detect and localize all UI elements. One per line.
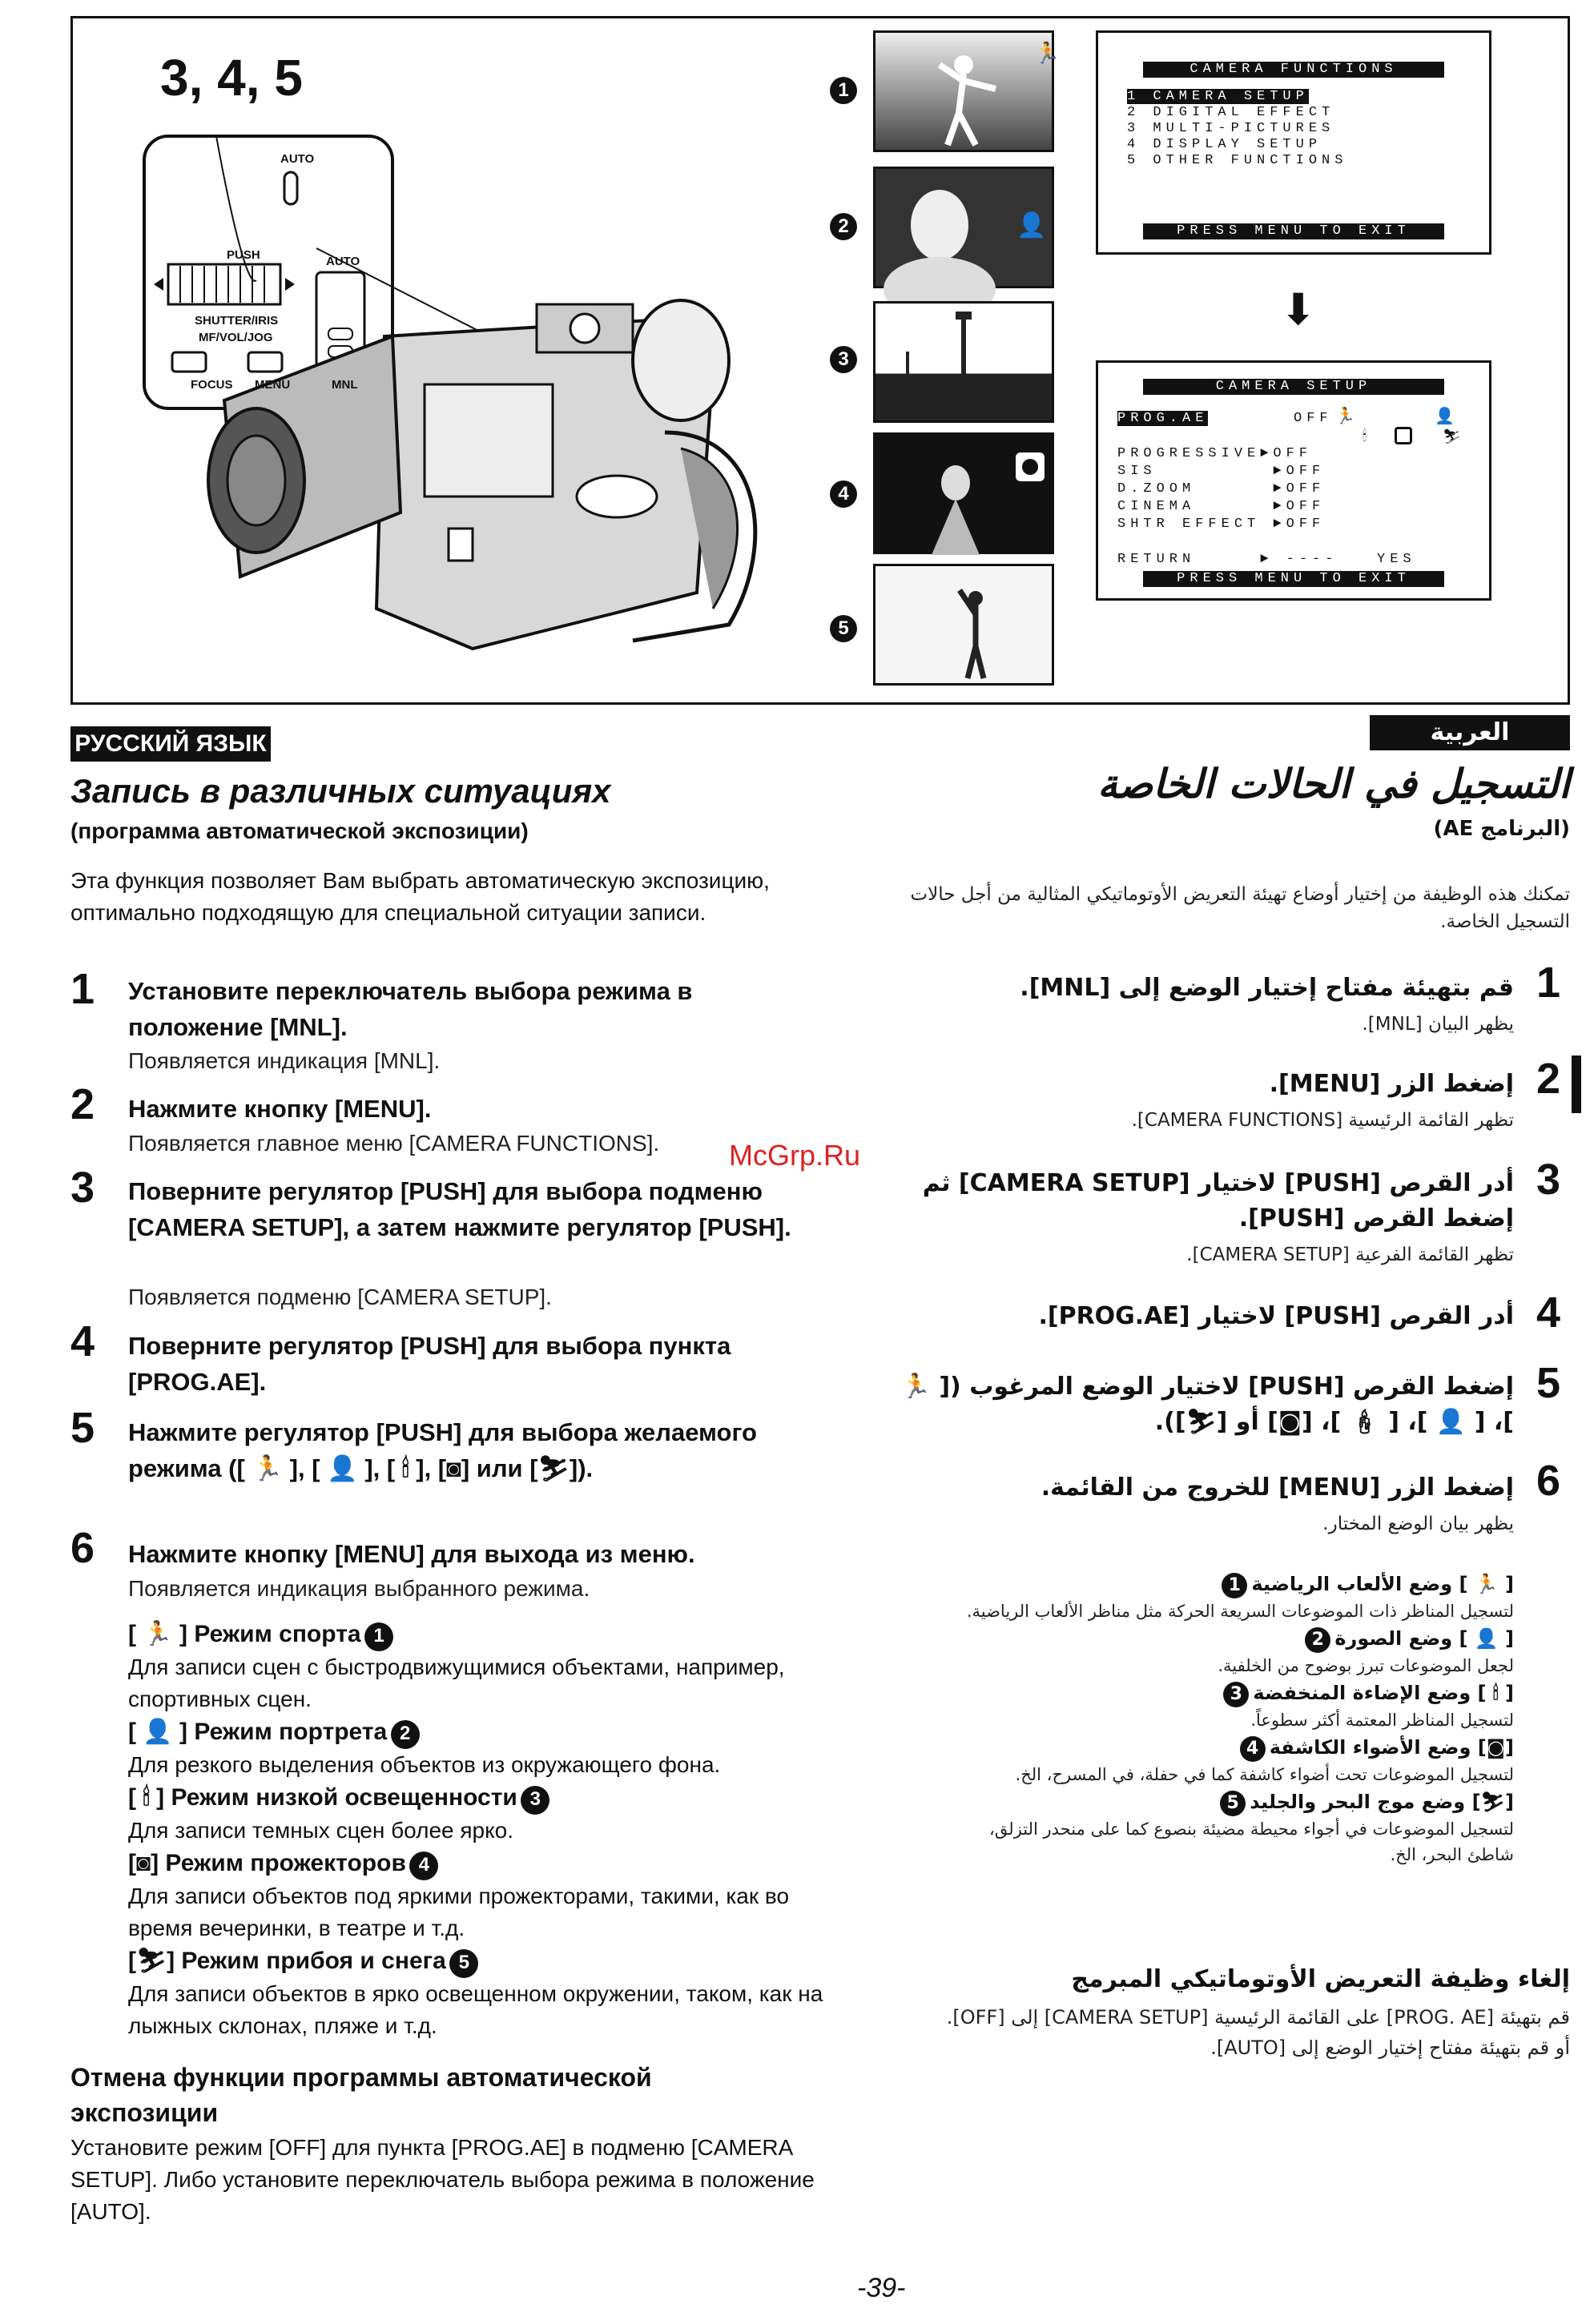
ar-mode-low-light-body: لتسجيل المناظر المعتمة أكثر سطوعاً. [1250,1711,1514,1730]
ar-step-5-head: إضغط القرص [PUSH] لاختيار الوضع المرغوب ([ 🏃 ]، [ 👤 ]، [ 🕯 ]، [◙] أو [⛷]). [900,1373,1514,1436]
ar-mode-sports-num: 1 [1222,1573,1247,1598]
ru-cancel-body: Установите режим [OFF] для пункта [PROG.AE] в подменю [CAMERA SETUP]. Либо установите переключатель выбора режима в положение [AUTO]. [70,2135,815,2224]
ru-mode-surf-snow-num: 5 [449,1949,478,1978]
ru-mode-low-light [128,1781,833,1847]
ar-cancel-head: إلغاء وظيفة التعريض الأوتوماتيكي المبرمج [1071,1965,1570,1993]
surf-snow-mode-icon: ⛷ [1443,430,1461,446]
menu1-title: CAMERA FUNCTIONS [1143,62,1444,78]
russian-title: Запись в различных ситуациях [70,772,611,810]
down-arrow-icon: ⬇ [1280,286,1317,334]
thumb-low-light [873,301,1054,423]
ru-mode-surf-snow [128,1944,833,2042]
menu2-item-shtr-effect[interactable]: SHTR EFFECT ►OFF [1117,517,1326,532]
label-push: PUSH [227,248,260,262]
menu1-item-1[interactable]: 1 CAMERA SETUP [1127,89,1309,104]
thumb-number-4: 4 [830,480,857,508]
ar-mode-spotlight-head: [◙] وضع الأضواء الكاشفة [1269,1736,1514,1759]
camcorder-illustration [136,128,833,681]
thumb-portrait [873,167,1054,288]
ru-mode-spotlight-num: 4 [409,1852,438,1880]
russian-badge: РУССКИЙ ЯЗЫК [70,726,271,762]
ar-cancel-body: قم بتهيئة [PROG. AE] على القائمة الرئيسية [CAMERA SETUP] إلى [OFF]. أو قم بتهيئة مفتاح إختيار الوضع إلى [AUTO]. [946,2006,1570,2059]
ru-step-1-body: Появляется индикация [MNL]. [128,1048,441,1073]
ru-mode-low-light-body: Для записи темных сцен более ярко. [128,1818,514,1843]
menu2-prog-ae-value: OFF [1294,411,1333,426]
ru-step-6-head: Нажмите кнопку [MENU] для выхода из меню. [128,1540,695,1568]
ar-step-6-body: يظهر بيان الوضع المختار. [1322,1514,1514,1534]
label-menu: MENU [255,378,291,392]
ru-step-4-num: 4 [70,1317,95,1365]
section-tab-marker [1572,1055,1581,1113]
ru-step-6-body: Появляется индикация выбранного режима. [128,1576,590,1601]
thumb-number-3: 3 [830,346,857,373]
ar-mode-spotlight [945,1733,1514,1787]
menu1-footer: PRESS MENU TO EXIT [1143,223,1444,239]
ar-mode-spotlight-num: 4 [1240,1736,1266,1762]
ru-step-3-head: Поверните регулятор [PUSH] для выбора подменю [CAMERA SETUP], а затем нажмите регулятор [PUSH]. [128,1177,791,1241]
menu1-item-5[interactable]: 5 OTHER FUNCTIONS [1127,153,1348,168]
ar-mode-portrait-body: لجعل الموضوعات تبرز بوضوح من الخلفية. [1218,1656,1514,1675]
sports-mode-icon: 🏃 [1335,408,1355,427]
menu1-item-3[interactable]: 3 MULTI-PICTURES [1127,121,1335,136]
arabic-intro: تمكنك هذه الوظيفة من إختيار أوضاع تهيئة التعريض الأوتوماتيكي المثالية من أجل حالات التسجيل الخاصة. [910,884,1570,932]
label-mnl: MNL [332,378,358,392]
thumb-number-5: 5 [830,615,857,642]
russian-intro: Эта функция позволяет Вам выбрать автоматическую экспозицию, оптимально подходящую для специальной ситуации записи. [70,868,770,925]
ru-step-1-head: Установите переключатель выбора режима в положение [MNL]. [128,977,693,1041]
ru-mode-portrait-num: 2 [391,1720,420,1749]
ru-cancel-head: Отмена функции программы автоматической экспозиции [70,2063,652,2127]
ru-mode-spotlight [128,1847,833,1944]
ru-mode-surf-snow-head: [⛷] Режим прибоя и снега [128,1948,446,1974]
label-focus: FOCUS [191,378,233,392]
low-light-mode-icon: 🕯 [1363,429,1367,445]
menu2-footer: PRESS MENU TO EXIT [1143,571,1444,587]
ru-mode-sports-head: [ 🏃 ] Режим спорта [128,1621,361,1647]
ar-mode-low-light [945,1679,1514,1733]
thumb-sports [873,30,1061,152]
ru-mode-list [128,1618,833,2042]
ru-mode-spotlight-body: Для записи объектов под яркими прожекторами, такими, как во время вечеринки, в театре и т.д. [128,1884,790,1940]
ru-step-2-body: Появляется главное меню [CAMERA FUNCTIONS]. [128,1131,660,1156]
callout-345: 3, 4, 5 [160,49,303,107]
thumb-spotlight [873,432,1054,554]
menu2-title: CAMERA SETUP [1143,379,1444,395]
svg-text:👤: 👤 [1016,212,1047,239]
ar-mode-list [945,1570,1514,1868]
ru-step-1-num: 1 [70,965,95,1013]
ru-step-2-num: 2 [70,1080,95,1128]
ar-mode-low-light-head: [ 🕯 ] وضع الإضاءة المنخفضة [1253,1682,1514,1704]
label-shutter-iris: SHUTTER/IRIS [195,314,279,328]
ru-mode-low-light-head: [ 🕯 ] Режим низкой освещенности [128,1784,517,1811]
ru-mode-sports-body: Для записи сцен с быстродвижущимися объектами, например, спортивных сцен. [128,1655,785,1711]
ar-step-4-num: 4 [1536,1289,1561,1337]
thumb-number-2: 2 [830,213,857,240]
ar-step-3-body: تظهر القائمة الفرعية [CAMERA SETUP]. [1186,1244,1514,1265]
ar-mode-low-light-num: 3 [1223,1682,1249,1707]
ar-mode-portrait-head: [ 👤 ] وضع الصورة [1334,1627,1514,1650]
menu-camera-setup [1096,360,1491,601]
ar-step-1-head: قم بتهيئة مفتاح إختيار الوضع إلى [MNL]. [1020,974,1514,1002]
ar-step-6-num: 6 [1536,1457,1561,1505]
ru-mode-sports [128,1618,833,1715]
ru-mode-portrait [128,1715,833,1781]
menu1-item-4[interactable]: 4 DISPLAY SETUP [1127,137,1322,152]
ru-step-5-num: 5 [70,1404,95,1452]
menu2-prog-ae[interactable]: PROG.AE [1117,411,1209,426]
menu2-item-dzoom[interactable]: D.ZOOM ►OFF [1117,481,1326,497]
ru-mode-low-light-num: 3 [521,1786,549,1815]
ar-mode-portrait-num: 2 [1305,1627,1330,1653]
menu2-return[interactable]: RETURN ► ---- YES [1117,552,1416,567]
ru-step-3-body: Появляется подменю [CAMERA SETUP]. [128,1285,552,1309]
ru-mode-spotlight-head: [◙] Режим прожекторов [128,1850,406,1876]
ru-mode-portrait-head: [ 👤 ] Режим портрета [128,1719,388,1745]
watermark: McGrp.Ru [729,1139,861,1172]
ru-step-6-num: 6 [70,1524,95,1572]
ar-step-4-head: أدر القرص [PUSH] لاختيار [PROG.AE]. [1038,1302,1514,1330]
menu2-item-cinema[interactable]: CINEMA ►OFF [1117,499,1326,514]
label-auto-top: AUTO [280,152,315,166]
ar-mode-sports-head: [ 🏃 ] وضع الألعاب الرياضية [1251,1573,1514,1595]
label-mf-vol-jog: MF/VOL/JOG [199,331,273,344]
russian-subtitle: (программа автоматической экспозиции) [70,818,529,843]
ar-mode-surf-snow-body: لتسجيل الموضوعات في أجواء محيطة مضيئة بنصوع كما على منحدر التزلق، شاطئ البحر، الخ. [989,1819,1514,1864]
ru-step-2-head: Нажмите кнопку [MENU]. [128,1095,432,1123]
ar-step-1-body: يظهر البيان [MNL]. [1362,1014,1514,1035]
ar-step-2-body: تظهر القائمة الرئيسية [CAMERA FUNCTIONS]. [1131,1110,1514,1131]
ru-mode-portrait-body: Для резкого выделения объектов из окружающего фона. [128,1752,721,1777]
ar-step-6-head: إضغط الزر [MENU] للخروج من القائمة. [1041,1474,1514,1502]
ru-mode-sports-num: 1 [364,1622,393,1651]
ar-step-3-head: أدر القرص [PUSH] لاختيار [CAMERA SETUP] ثم إضغط القرص [PUSH]. [922,1169,1514,1232]
ru-mode-surf-snow-body: Для записи объектов в ярко освещенном окружении, таком, как на лыжных склонах, пляже и т.д. [128,1981,823,2038]
menu1-item-2[interactable]: 2 DIGITAL EFFECT [1127,105,1335,120]
arabic-title: التسجيل في الحالات الخاصة [1097,761,1570,807]
ar-mode-surf-snow-head: [⛷] وضع موج البحر والجليد [1250,1791,1514,1813]
svg-text:🏃: 🏃 [1034,41,1061,65]
ru-step-4-head: Поверните регулятор [PUSH] для выбора пункта [PROG.AE]. [128,1332,731,1396]
arabic-badge: العربية [1370,715,1570,750]
ar-mode-portrait [945,1624,1514,1679]
ru-step-3-num: 3 [70,1164,95,1212]
ar-step-2-head: إضغط الزر [MENU]. [1269,1070,1514,1098]
menu2-item-sis[interactable]: SIS ►OFF [1117,464,1326,479]
ar-mode-sports-body: لتسجيل المناظر ذات الموضوعات السريعة الحركة مثل مناظر الألعاب الرياضية. [966,1602,1514,1621]
portrait-mode-icon: 👤 [1435,408,1455,427]
ar-mode-sports [945,1570,1514,1624]
ru-step-5-head: Нажмите регулятор [PUSH] для выбора желаемого режима ([ 🏃 ], [ 👤 ], [ 🕯 ], [◙] или [⛷]). [128,1418,757,1482]
ar-step-2-num: 2 [1536,1055,1561,1103]
ar-step-3-num: 3 [1536,1156,1561,1204]
page-number: -39- [857,2273,906,2303]
menu2-item-progressive[interactable]: PROGRESSIVE►OFF [1117,446,1313,461]
ar-step-5-num: 5 [1536,1359,1561,1407]
arabic-subtitle: (البرنامج AE) [1433,817,1570,841]
ar-mode-surf-snow [945,1787,1514,1868]
ar-step-1-num: 1 [1536,959,1561,1007]
thumb-surf-snow [873,564,1054,686]
thumb-number-1: 1 [830,77,857,104]
ar-mode-spotlight-body: لتسجيل الموضوعات تحت أضواء كاشفة كما في حفلة، في المسرح، الخ. [1015,1765,1514,1784]
spotlight-mode-icon [1395,427,1412,444]
label-auto-switch: AUTO [326,255,360,268]
menu-camera-functions [1096,30,1491,255]
ar-mode-surf-snow-num: 5 [1220,1791,1246,1816]
